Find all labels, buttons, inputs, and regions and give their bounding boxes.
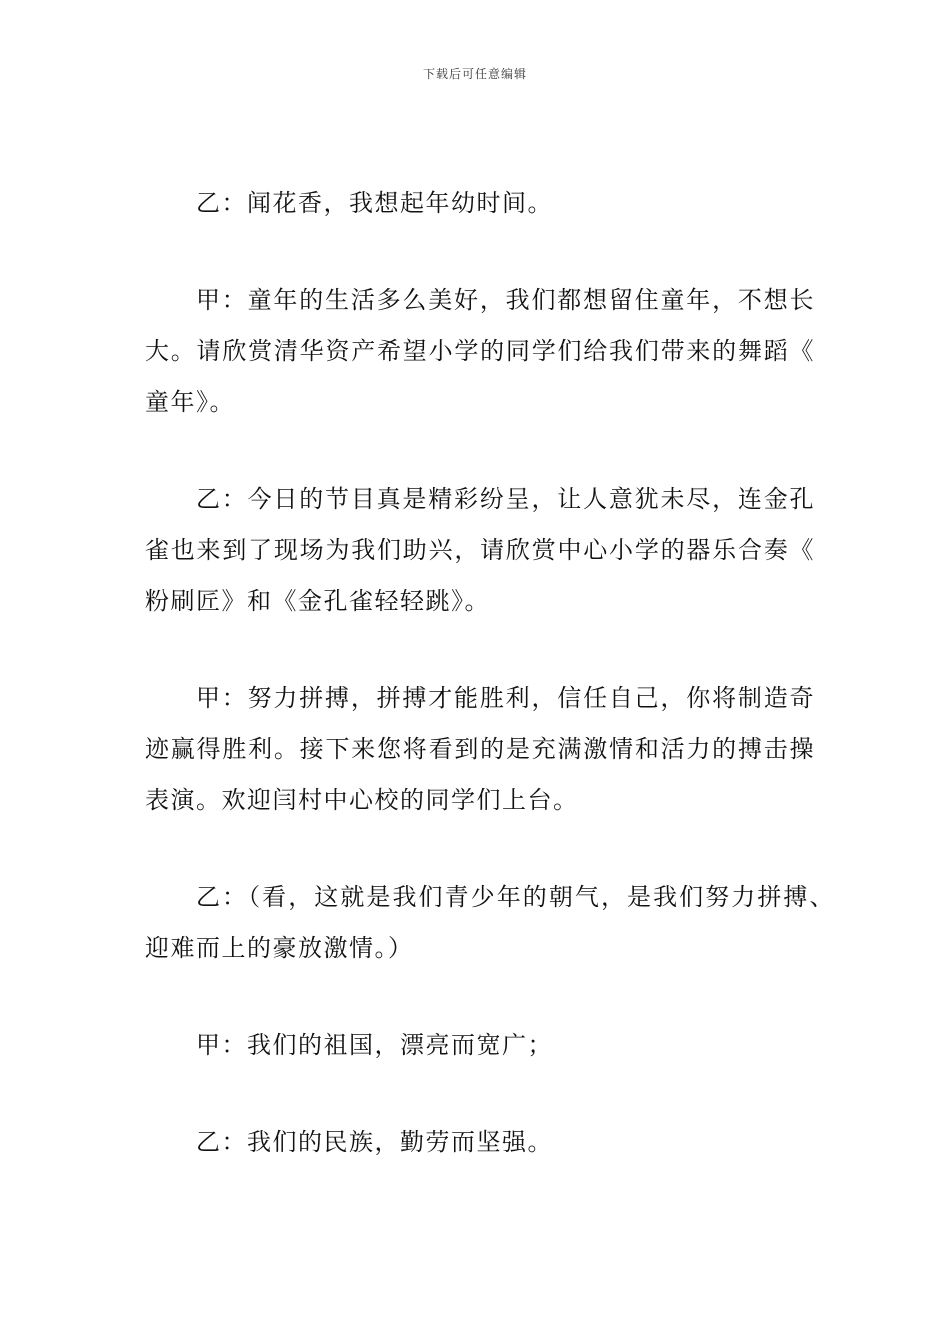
- dialogue-line: 乙：今日的节目真是精彩纷呈，让人意犹未尽，连金孔雀也来到了现场为我们助兴，请欣赏中心小学的器乐合奏《粉刷匠》和《金孔雀轻轻跳》。: [145, 485, 815, 615]
- dialogue-line: 甲：童年的生活多么美好，我们都想留住童年，不想长大。请欣赏清华资产希望小学的同学们给我们带来的舞蹈《童年》。: [145, 286, 815, 416]
- dialogue-line: 乙：（看，这就是我们青少年的朝气，是我们努力拼搏、迎难而上的豪放激情。）: [145, 883, 835, 962]
- dialogue-line: 甲：我们的祖国，漂亮而宽广；: [196, 1031, 553, 1059]
- dialogue-line: 乙：我们的民族，勤劳而坚强。: [196, 1128, 553, 1156]
- header-note: 下载后可任意编辑: [422, 67, 527, 81]
- dialogue-line: 乙：闻花香，我想起年幼时间。: [196, 189, 553, 217]
- dialogue-body: [145, 178, 835, 1214]
- dialogue-line: 甲：努力拼搏，拼搏才能胜利，信任自己，你将制造奇迹赢得胜利。接下来您将看到的是充满激情和活力的搏击操表演。欢迎闫村中心校的同学们上台。: [145, 684, 815, 814]
